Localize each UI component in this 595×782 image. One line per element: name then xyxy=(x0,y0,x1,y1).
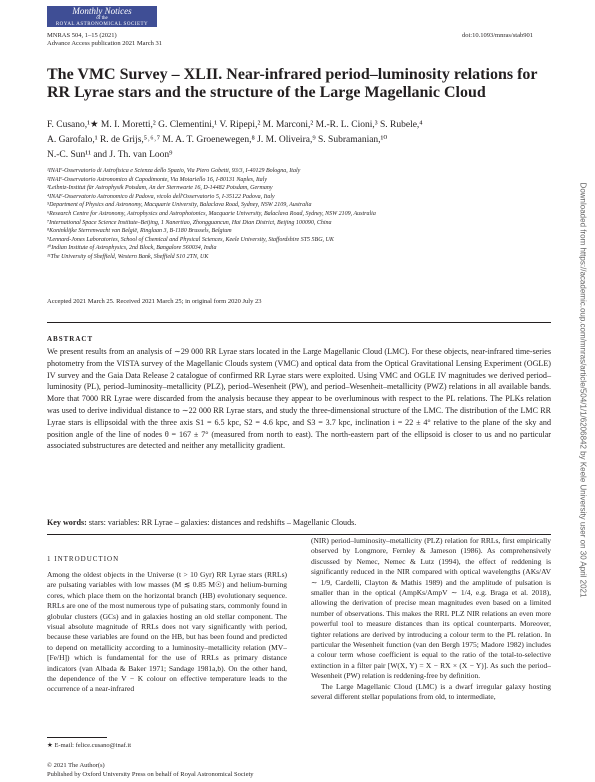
paragraph: The Large Magellanic Cloud (LMC) is a dwarf irregular galaxy hosting several different stellar populations from old, to intermediate, xyxy=(311,681,551,702)
author-line: F. Cusano,¹★ M. I. Moretti,² G. Clementini,¹ V. Ripepi,² M. Marconi,² M.-R. L. Cioni,³ S. Rubele,⁴ xyxy=(47,120,423,130)
body-column-right xyxy=(311,536,551,766)
body-column-left xyxy=(47,570,287,720)
affiliation: ¹⁰Indian Institute of Astrophysics, 2nd Block, Bangalore 560034, India xyxy=(47,245,217,252)
affiliation: ⁷International Space Science Institute–Beijing, 1 Nanertiao, Zhongguancun, Hai Dian District, Beijing 100090, China xyxy=(47,219,332,226)
affiliation: ²INAF-Osservatorio Astronomico di Capodimonte, Via Moiariello 16, I-80131 Naples, Italy xyxy=(47,176,268,183)
affiliation: ⁴INAF-Osservatorio Astronomico di Padova, vicolo dell'Osservatorio 5, I-35122 Padova, Italy xyxy=(47,193,275,200)
affiliation: ⁶Research Centre for Astronomy, Astrophysics and Astrophotonics, Macquarie University, Balaclava Road, Sydney, NSW 2109, Australia xyxy=(47,210,376,217)
author-list xyxy=(47,118,552,163)
abstract-top-rule xyxy=(47,322,551,323)
paper-title: The VMC Survey – XLII. Near-infrared period–luminosity relations for RR Lyrae stars and the structure of the Large Magellanic Cloud xyxy=(47,66,538,101)
publisher-line: Published by Oxford University Press on behalf of Royal Astronomical Society xyxy=(47,770,254,778)
affiliation: ⁹Lennard-Jones Laboratories, School of Chemical and Physical Sciences, Keele University, Staffordshire ST5 5BG, UK xyxy=(47,236,334,243)
article-meta xyxy=(47,32,162,48)
affiliations xyxy=(47,167,557,262)
affiliation: ⁵Department of Physics and Astronomy, Macquarie University, Balaclava Road, Sydney, NSW 2109, Australia xyxy=(47,202,312,209)
keywords xyxy=(47,517,551,528)
keywords-text: stars: variables: RR Lyrae – galaxies: distances and redshifts – Magellanic Clouds. xyxy=(88,518,357,527)
author-line: N.-C. Sun¹¹ and J. Th. van Loon⁹ xyxy=(47,150,173,160)
abstract-heading: ABSTRACT xyxy=(47,335,94,343)
copyright-line: © 2021 The Author(s) xyxy=(47,762,105,769)
download-watermark xyxy=(577,182,589,598)
citation: MNRAS 504, 1–15 (2021) xyxy=(47,32,117,39)
journal-logo-of: of the xyxy=(96,15,108,21)
received-accepted-dates: Accepted 2021 March 25. Received 2021 March 25; in original form 2020 July 23 xyxy=(47,298,262,305)
section-heading: 1 INTRODUCTION xyxy=(47,555,120,563)
affiliation: ⁸Koninklijke Sterrenwacht van België, Ringlaan 3, B-1180 Brussels, Belgium xyxy=(47,228,232,235)
keywords-label: Key words: xyxy=(47,518,87,527)
corresponding-email[interactable]: ★ E-mail: felice.cusano@inaf.it xyxy=(47,742,132,749)
journal-logo-title: Monthly Notices xyxy=(72,6,132,16)
affiliation: ¹¹The University of Sheffield, Western Bank, Sheffield S10 2TN, UK xyxy=(47,253,209,260)
copyright xyxy=(47,762,254,779)
author-line: A. Garofalo,¹ R. de Grijs,⁵˒⁶˒⁷ M. A. T. Groenewegen,⁸ J. M. Oliveira,⁹ S. Subramanian,¹⁰ xyxy=(47,135,388,145)
footnote-rule xyxy=(47,737,107,738)
journal-logo-society: ROYAL ASTRONOMICAL SOCIETY xyxy=(55,21,149,27)
affiliation: ¹INAF-Osservatorio di Astrofisica e Scienza dello Spazio, Via Piero Gobetti, 93/3, I-40129 Bologna, Italy xyxy=(47,168,301,174)
access-date: Advance Access publication 2021 March 31 xyxy=(47,40,162,47)
abstract-bottom-rule xyxy=(47,534,551,535)
paragraph: Among the oldest objects in the Universe (t > 10 Gyr) RR Lyrae stars (RRLs) are pulsating variables with low masses (M ≲ 0.85 M☉) and helium-burning cores, which place them on the horizontal branch (HB) evolutionary sequence. RRLs are one of the most numerous type of pulsating stars, commonly found in globular clusters (GCs) and in galaxies hosting an old stellar component. The visual absolute magnitude of RRLs does not vary significantly with period, because these variables are found on the HB, but has been found and predicted to depend on metallicity according to a luminosity–metallicity relation (MV–[Fe/H]) which is fundamental for the use of RRLs as primary distance indicators (van Albada & Baker 1971; Sandage 1981a,b). On the other hand, the dependence of the V − K colour on effective temperature leads to the occurrence of a near-infrared xyxy=(47,570,287,694)
doi[interactable]: doi:10.1093/mnras/stab901 xyxy=(462,32,533,39)
abstract-text: We present results from an analysis of ∼29 000 RR Lyrae stars located in the Large Magellanic Cloud (LMC). For these objects, near-infrared time-series photometry from the VISTA survey of the Magellanic Clouds system (VMC) and optical data from the Optical Gravitational Lensing Experiment (OGLE) IV survey and the Gaia Data Release 2 catalogue of confirmed RR Lyrae stars were exploited. Using VMC and OGLE IV magnitudes we derived period–luminosity (PL), period–luminosity–metallicity (PLZ), period–Wesenheit (PW), and period–Wesenheit–metallicity (PWZ) relations in all available bands. More that 7000 RR Lyrae were discarded from the analysis because they appear to be overluminous with respect to the PL relations. The PLKs relation was used to derive individual distance to ∼22 000 RR Lyrae stars, and study the three-dimensional structure of the LMC. The distribution of the LMC RR Lyrae stars is ellipsoidal with the three axis S1 = 6.5 kpc, S2 = 4.6 kpc, and S3 = 3.7 kpc, inclination i = 22 ± 4° relative to the plane of the sky and position angle of the line of nodes θ = 167 ± 7° (measured from north to east). The north-eastern part of the ellipsoid is closer to us and no particular associated substructures are detected and neither any metallicity gradient. xyxy=(47,347,551,451)
affiliation: ³Leibniz-Institut für Astrophysik Potsdam, An der Sternwarte 16, D-14482 Potsdam, Germany xyxy=(47,185,273,192)
journal-logo xyxy=(47,6,157,27)
download-watermark-text: Downloaded from https://academic.oup.com/mnras/article/504/1/1/6206842 by Keele University user on 30 April 2021 xyxy=(578,182,588,598)
paragraph: (NIR) period–luminosity–metallicity (PLZ) relation for RRLs, first empirically observed by Longmore, Fernley & Jameson (1986). As comprehensively discussed by Nemec, Nemec & Lutz (1994), the effect of reddening is significantly reduced in the NIR compared with optical wavelengths (AKs/AV ∼ 1/9, Cardelli, Clayton & Mathis 1989) and the amplitude of pulsation is smaller than in the optical (AmpKs/AmpV ∼ 1/4, e.g. Braga et al. 2018), allowing the derivation of precise mean magnitudes even based on a limited number of observations. This makes the RRL PLZ NIR relations an even more powerful tool to measure distances than its optical counterparts. Moreover, tighter relations are derived by introducing a colour term to the PL relation. In particular the Wesenheit function (van den Bergh 1975; Madore 1982) includes a colour term whose coefficient is equal to the ratio of the total-to-selective extinction in a filter pair [W(X, Y) = X − RX × (X − Y)]. As such the period–Wesenheit (PW) relation is reddening-free by definition. xyxy=(311,536,551,681)
